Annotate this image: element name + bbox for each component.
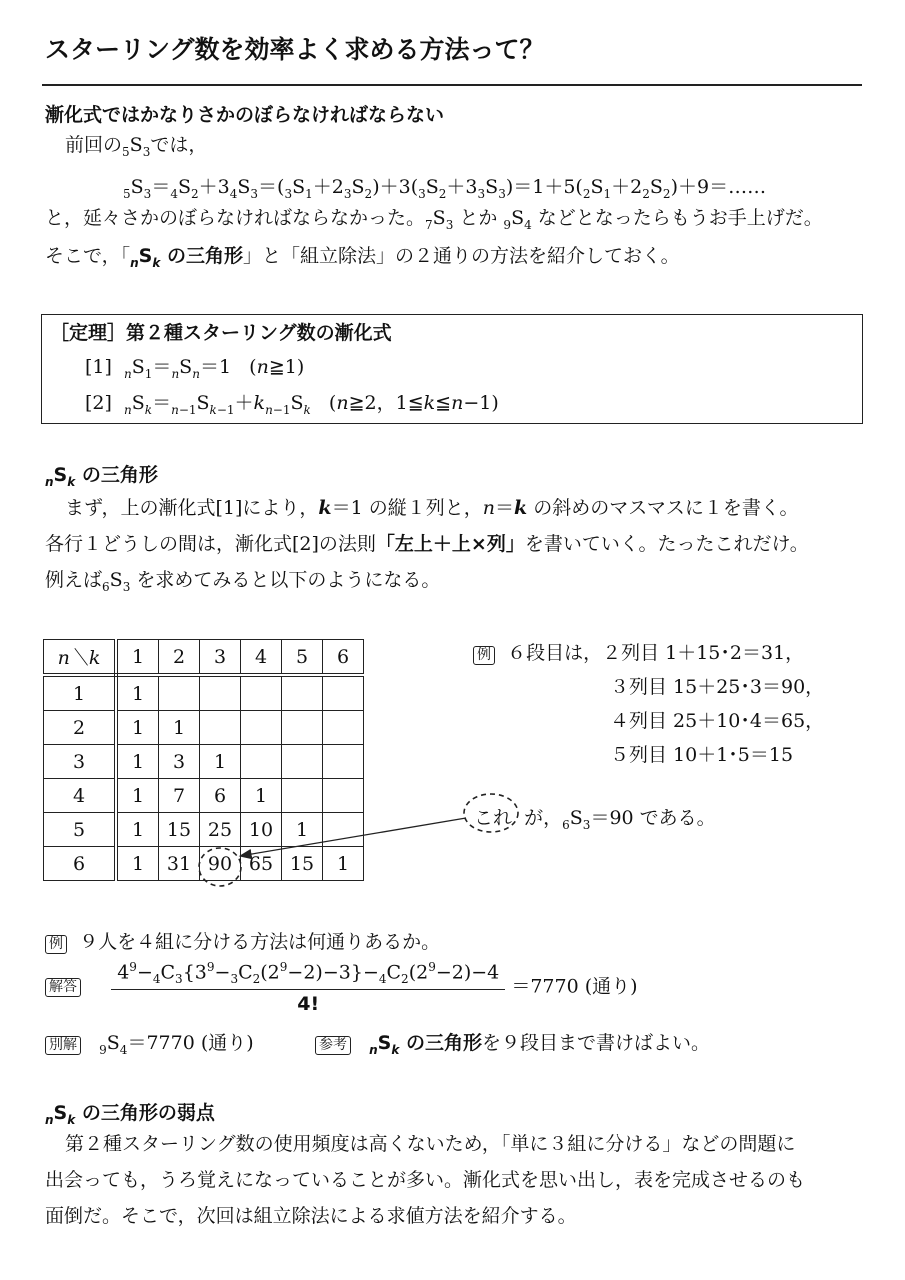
table-cell: 1 [200, 745, 241, 779]
example-tag: 例 [45, 935, 67, 954]
recurrence-expansion: $_5S_3=_4S_2+3_4S_3=(_3S_1+2_3S_2)+3(_3S_2+3_3S_3)=1+5(_2S_1+2_2S_2)+9=\dots\dots$ [123, 176, 767, 201]
table-cell: 1 [116, 779, 159, 813]
weakness-line-3: 面倒だ。そこで，次回は組立除法による求値方法を紹介する。 [45, 1205, 577, 1227]
row-label: 4 [44, 779, 117, 813]
row-label: 3 [44, 745, 117, 779]
row-label: 2 [44, 711, 117, 745]
example-line-4: ５列目 10＋1･5＝15 [610, 744, 794, 766]
pointer-arrow [240, 818, 466, 856]
theorem-rule-2: [2] $_nS_k=_{n-1}S_{k-1}+k_{n-1}S_k$ (n≧2，1≦k≦n−1) [85, 392, 499, 417]
alternative-answer: 別解 $_9S_4=7770$ (通り) [45, 1028, 254, 1057]
intro-line: 前回の$_5S_3$では， [65, 134, 208, 159]
table-col-header: 5 [282, 640, 323, 676]
table-cell: 1 [116, 711, 159, 745]
triangle-para-3: 例えば$_6S_3$ を求めてみると以下のようになる。 [45, 569, 441, 594]
example-tag: 例 [473, 646, 495, 665]
table-cell: 1 [159, 711, 200, 745]
example-line-2: ３列目 15＋25･3＝90， [610, 676, 825, 698]
alt-answer-tag: 別解 [45, 1036, 81, 1055]
table-cell: 1 [241, 779, 282, 813]
page-title: スターリング数を効率よく求める方法って？ [45, 35, 545, 64]
theorem-label: ［定理］第２種スターリング数の漸化式 [50, 322, 392, 344]
table-cell: 1 [282, 813, 323, 847]
table-col-header: 4 [241, 640, 282, 676]
table-cell: 7 [159, 779, 200, 813]
section-heading-weakness: $_nS_k$ の三角形の弱点 [45, 1102, 215, 1127]
paragraph-line-3: そこで，「$_nS_k$ の三角形」と「組立除法」の２通りの方法を紹介しておく。 [45, 245, 680, 270]
table-cell: 25 [200, 813, 241, 847]
table-cell: 31 [159, 847, 200, 881]
table-corner: n＼k [44, 640, 117, 676]
table-col-header: 3 [200, 640, 241, 676]
table-cell: 15 [159, 813, 200, 847]
table-cell: 1 [116, 675, 159, 711]
table-cell: 65 [241, 847, 282, 881]
table-cell: 1 [323, 847, 364, 881]
table-cell: 3 [159, 745, 200, 779]
table-cell: 1 [116, 813, 159, 847]
table-col-header: 2 [159, 640, 200, 676]
answer-block: 解答 $\frac{4^9-_4C_3\{3^9-_3C_2(2^9-2)-3\}-_4C_2(2^9-2)-4}{4!}$ ＝7770 (通り) [45, 960, 638, 1015]
table-col-header: 6 [323, 640, 364, 676]
row-label: 6 [44, 847, 117, 881]
table-cell-highlighted: 90 [200, 847, 241, 881]
highlight-circle-90 [199, 848, 241, 886]
theorem-rule-1: [1] $_nS_1=_nS_n=1$ (n≧1) [85, 356, 305, 381]
triangle-para-2: 各行１どうしの間は，漸化式[2]の法則「左上＋上×列」を書いていく。たったこれだけ。 [45, 533, 809, 555]
paragraph-line-2: と，延々さかのぼらなければならなかった。$_7S_3$ とか $_9S_4$ などとなったらもうお手上げだ。 [45, 207, 823, 232]
answer-fraction: $\frac{4^9-_4C_3\{3^9-_3C_2(2^9-2)-3\}-_4C_2(2^9-2)-4}{4!}$ [111, 960, 505, 1015]
example-conclusion: これ が，$_6S_3=90$ である。 [474, 807, 716, 832]
example-question: 例 ９人を４組に分ける方法は何通りあるか。 [45, 927, 440, 954]
row-label: 5 [44, 813, 117, 847]
table-cell: 1 [116, 847, 159, 881]
table-col-header: 1 [116, 640, 159, 676]
reference-tag: 参考 [315, 1036, 351, 1055]
weakness-line-2: 出会っても，うろ覚えになっていることが多い。漸化式を思い出し，表を完成させるのも [45, 1169, 806, 1191]
section-heading-recurrence: 漸化式ではかなりさかのぼらなければならない [45, 104, 445, 126]
example-line-3: ４列目 25＋10･4＝65， [610, 710, 825, 732]
answer-tag: 解答 [45, 978, 81, 997]
triangle-para-1: まず，上の漸化式[1]により，k＝1 の縦１列と，n＝k の斜めのマスマスに１を書く。 [65, 497, 799, 519]
table-cell: 1 [116, 745, 159, 779]
weakness-line-1: 第２種スターリング数の使用頻度は高くないため，「単に３組に分ける」などの問題に [65, 1133, 796, 1155]
table-cell: 6 [200, 779, 241, 813]
row-label: 1 [44, 675, 117, 711]
table-cell: 10 [241, 813, 282, 847]
reference-note: 参考 $_nS_k$ の三角形を９段目まで書けばよい。 [315, 1028, 710, 1057]
table-cell: 15 [282, 847, 323, 881]
section-heading-triangle: $_nS_k$ の三角形 [45, 464, 158, 489]
example-block-1: 例 ６段目は，２列目 1＋15･2＝31， [473, 638, 804, 665]
